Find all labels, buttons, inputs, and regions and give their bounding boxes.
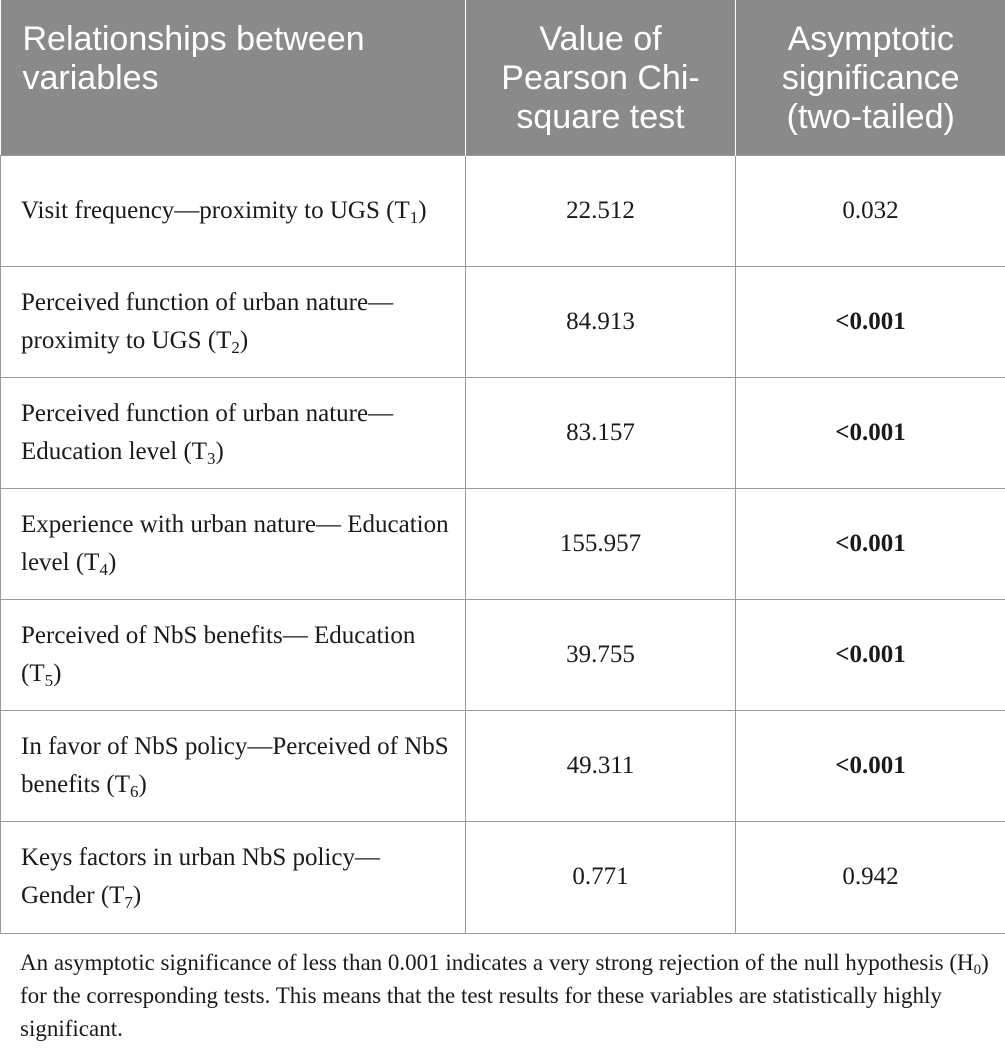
relationship-text: Experience with urban nature— Education level (T <box>21 510 449 576</box>
significance-cell: <0.001 <box>736 599 1005 710</box>
table-row <box>1 488 1005 599</box>
test-index-subscript: 3 <box>207 448 216 468</box>
relationship-text: Perceived function of urban nature—Education level (T <box>21 399 394 465</box>
test-index-subscript: 7 <box>124 893 133 912</box>
header-relationships: Relationships between variables <box>1 0 466 155</box>
relationship-text: Keys factors in urban NbS policy— Gender (T <box>21 844 380 909</box>
relationship-text: Visit frequency—proximity to UGS (T <box>21 196 410 224</box>
table-row <box>1 155 1005 266</box>
table-row <box>1 821 1005 933</box>
relationship-close: ) <box>215 437 224 465</box>
relationship-text: Perceived function of urban nature—proximity to UGS (T <box>21 288 394 354</box>
relationship-close: ) <box>107 548 117 576</box>
significance-cell: <0.001 <box>736 710 1005 821</box>
chi-square-value-cell: 39.755 <box>466 599 736 710</box>
chi-square-value-cell: 155.957 <box>466 488 736 599</box>
relationship-close: ) <box>132 882 142 909</box>
relationship-close: ) <box>138 770 147 798</box>
relationship-cell <box>1 377 466 488</box>
header-row <box>1 0 1005 155</box>
chi-square-value-cell: 22.512 <box>466 155 736 266</box>
table-row <box>1 377 1005 488</box>
significance-cell: <0.001 <box>736 266 1005 377</box>
chi-square-value-cell: 83.157 <box>466 377 736 488</box>
relationship-cell <box>1 599 466 710</box>
significance-cell: 0.032 <box>736 155 1005 266</box>
table-footnote <box>20 946 1000 1045</box>
relationship-close: ) <box>53 659 62 687</box>
footnote-text-end: ) for the corresponding tests. This means that the test results for these variables are statistically highly significant. <box>20 950 989 1041</box>
table-row <box>1 710 1005 821</box>
test-index-subscript: 1 <box>409 207 419 227</box>
significance-cell: 0.942 <box>736 821 1005 933</box>
significance-cell: <0.001 <box>736 488 1005 599</box>
relationship-close: ) <box>418 196 427 224</box>
null-hypothesis-subscript: 0 <box>973 962 982 978</box>
significance-cell: <0.001 <box>736 377 1005 488</box>
chi-square-value-cell: 0.771 <box>466 821 736 933</box>
test-index-subscript: 2 <box>231 337 240 357</box>
relationship-text: In favor of NbS policy—Perceived of NbS benefits (T <box>21 732 449 798</box>
footnote-text-start: An asymptotic significance of less than 0.001 indicates a very strong rejection of the null hypothesis (H <box>20 950 974 975</box>
relationship-text: Perceived of NbS benefits— Education (T <box>21 621 416 687</box>
relationship-cell <box>1 710 466 821</box>
relationship-cell <box>1 488 466 599</box>
header-asymptotic-significance: Asymptotic significance (two-tailed) <box>736 0 1005 155</box>
chi-square-value-cell: 49.311 <box>466 710 736 821</box>
test-index-subscript: 6 <box>129 781 139 801</box>
chi-square-value-cell: 84.913 <box>466 266 736 377</box>
relationship-close: ) <box>239 326 249 354</box>
table-body <box>1 155 1005 933</box>
relationship-cell <box>1 821 466 933</box>
relationship-cell <box>1 155 466 266</box>
table-row <box>1 266 1005 377</box>
relationship-cell <box>1 266 466 377</box>
test-index-subscript: 5 <box>44 670 54 690</box>
header-chi-square-value: Value of Pearson Chi-square test <box>466 0 736 155</box>
table-row <box>1 599 1005 710</box>
test-index-subscript: 4 <box>99 559 108 579</box>
table-header <box>1 0 1005 155</box>
